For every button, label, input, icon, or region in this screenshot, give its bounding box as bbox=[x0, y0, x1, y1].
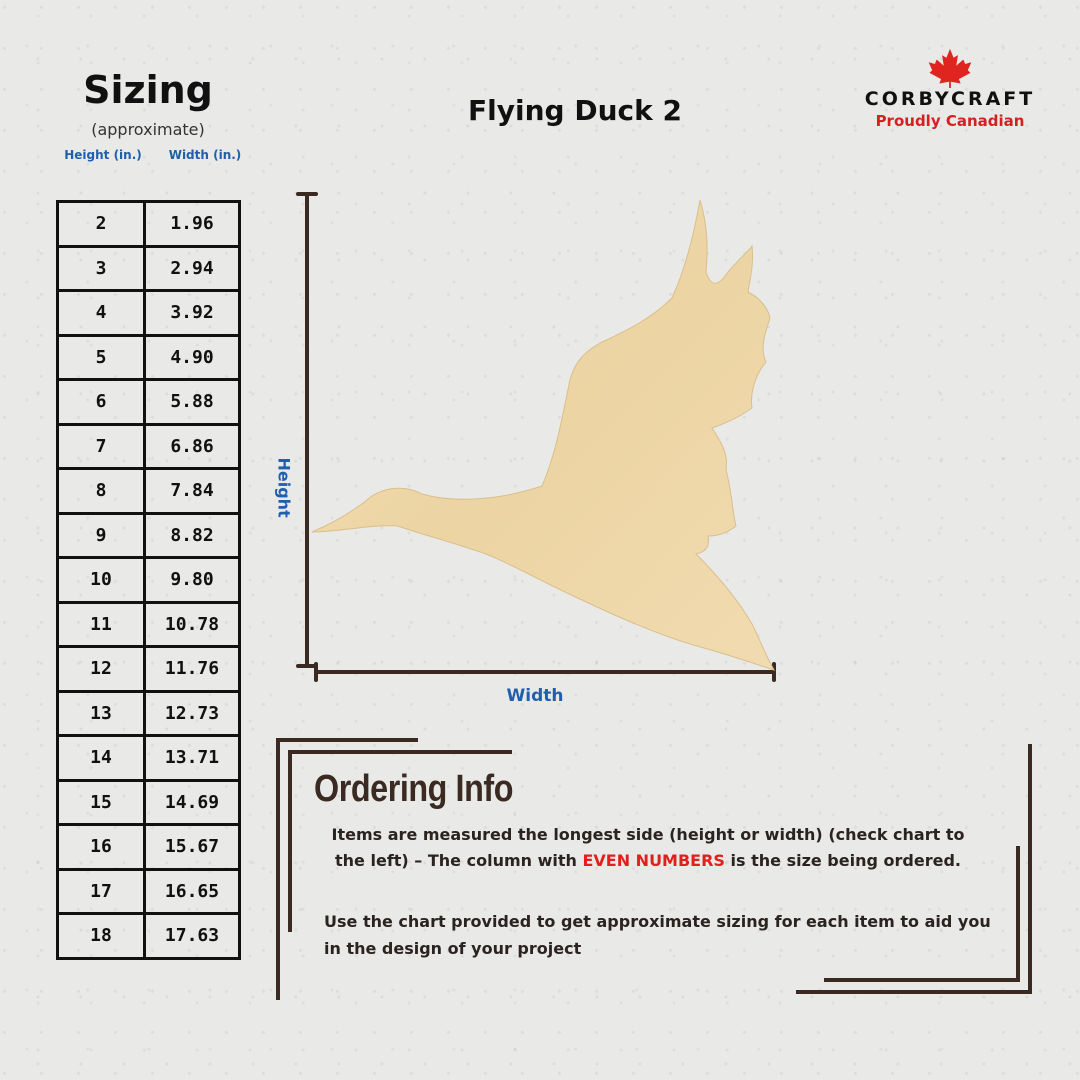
height-cell: 4 bbox=[58, 291, 145, 336]
table-row bbox=[58, 558, 240, 603]
width-label: Width bbox=[506, 686, 564, 706]
height-cell: 15 bbox=[58, 780, 145, 825]
table-row bbox=[58, 424, 240, 469]
width-cell: 11.76 bbox=[145, 647, 240, 692]
width-cell: 17.63 bbox=[145, 914, 240, 959]
width-cell: 1.96 bbox=[145, 202, 240, 247]
height-cell: 12 bbox=[58, 647, 145, 692]
width-cell: 13.71 bbox=[145, 736, 240, 781]
height-cell: 14 bbox=[58, 736, 145, 781]
width-cell: 3.92 bbox=[145, 291, 240, 336]
height-cell: 13 bbox=[58, 691, 145, 736]
height-cell: 3 bbox=[58, 246, 145, 291]
ordering-paragraph-1: Items are measured the longest side (height or width) (check chart to the left) – The column with EVEN NUMBERS is the size being ordered. bbox=[331, 825, 965, 870]
table-row bbox=[58, 246, 240, 291]
table-row bbox=[58, 513, 240, 558]
maple-leaf-icon bbox=[927, 48, 973, 88]
table-row bbox=[58, 202, 240, 247]
column-header-width: Width (in.) bbox=[168, 148, 242, 162]
table-row bbox=[58, 780, 240, 825]
width-cell: 16.65 bbox=[145, 869, 240, 914]
height-cell: 17 bbox=[58, 869, 145, 914]
height-cell: 8 bbox=[58, 469, 145, 514]
height-cell: 10 bbox=[58, 558, 145, 603]
height-cell: 16 bbox=[58, 825, 145, 870]
width-cell: 15.67 bbox=[145, 825, 240, 870]
brand-logo bbox=[850, 48, 1050, 130]
sizing-table bbox=[56, 200, 241, 960]
brand-name: CORBYCRAFT bbox=[864, 88, 1036, 110]
duck-diagram bbox=[280, 180, 800, 690]
brand-tagline: Proudly Canadian bbox=[875, 112, 1025, 130]
table-row bbox=[58, 602, 240, 647]
duck-silhouette bbox=[312, 200, 774, 670]
width-cell: 4.90 bbox=[145, 335, 240, 380]
sizing-title: Sizing bbox=[83, 68, 213, 112]
table-row bbox=[58, 380, 240, 425]
width-cell: 12.73 bbox=[145, 691, 240, 736]
table-row bbox=[58, 691, 240, 736]
table-row bbox=[58, 825, 240, 870]
sizing-subtitle: (approximate) bbox=[91, 120, 205, 139]
table-row bbox=[58, 914, 240, 959]
height-cell: 7 bbox=[58, 424, 145, 469]
width-cell: 14.69 bbox=[145, 780, 240, 825]
width-cell: 6.86 bbox=[145, 424, 240, 469]
width-cell: 10.78 bbox=[145, 602, 240, 647]
width-cell: 2.94 bbox=[145, 246, 240, 291]
table-row bbox=[58, 647, 240, 692]
table-row bbox=[58, 469, 240, 514]
column-header-height: Height (in.) bbox=[64, 148, 142, 162]
table-row bbox=[58, 335, 240, 380]
product-title: Flying Duck 2 bbox=[468, 94, 682, 127]
height-cell: 11 bbox=[58, 602, 145, 647]
height-cell: 2 bbox=[58, 202, 145, 247]
height-label: Height bbox=[274, 457, 294, 518]
width-cell: 7.84 bbox=[145, 469, 240, 514]
height-cell: 6 bbox=[58, 380, 145, 425]
width-cell: 5.88 bbox=[145, 380, 240, 425]
ordering-title: Ordering Info bbox=[314, 768, 514, 810]
height-cell: 9 bbox=[58, 513, 145, 558]
table-row bbox=[58, 869, 240, 914]
table-row bbox=[58, 291, 240, 336]
width-cell: 8.82 bbox=[145, 513, 240, 558]
table-row bbox=[58, 736, 240, 781]
ordering-paragraph-2: Use the chart provided to get approximate sizing for each item to aid you in the design of your project bbox=[324, 912, 991, 958]
height-cell: 18 bbox=[58, 914, 145, 959]
width-cell: 9.80 bbox=[145, 558, 240, 603]
height-cell: 5 bbox=[58, 335, 145, 380]
even-numbers-highlight: EVEN NUMBERS bbox=[582, 851, 725, 870]
